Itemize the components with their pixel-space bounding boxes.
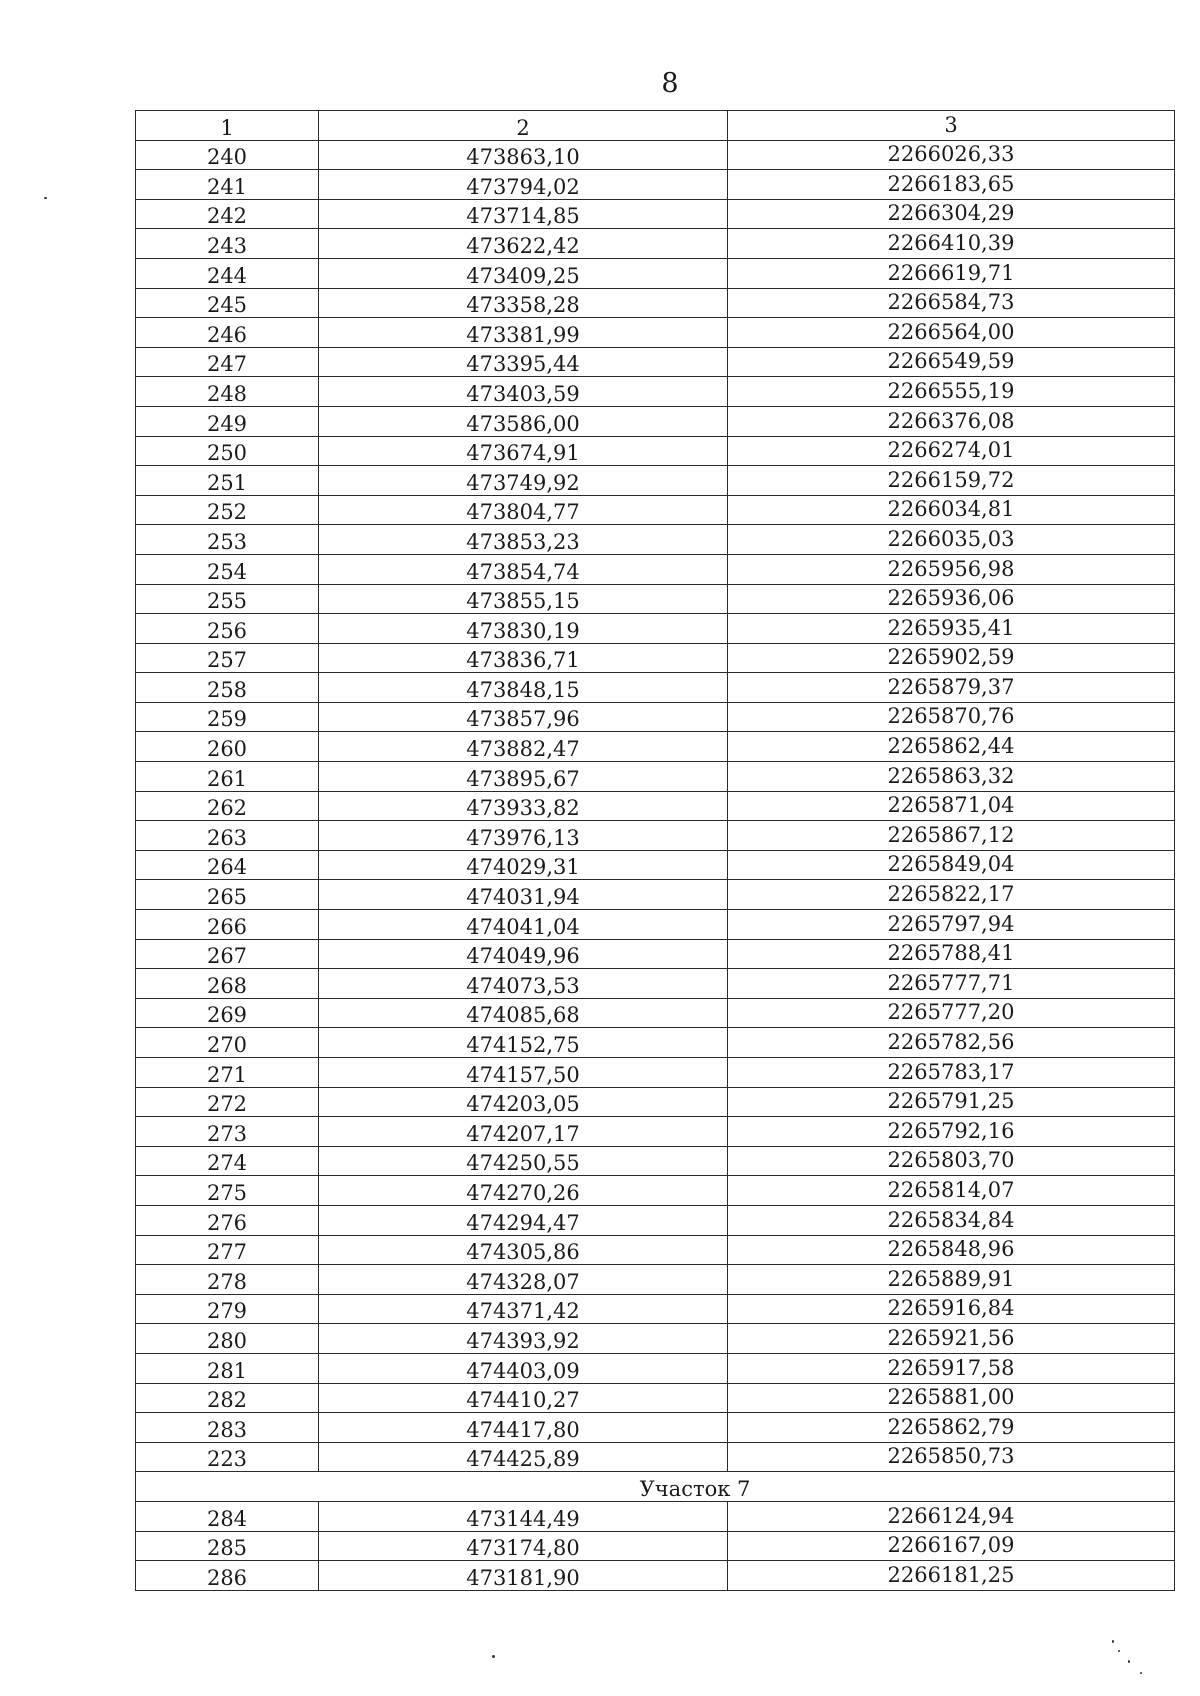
x-coordinate-cell: 473622,42 xyxy=(319,229,728,259)
x-coordinate-cell: 473144,49 xyxy=(319,1501,728,1531)
table-row xyxy=(136,229,1175,259)
y-coordinate-cell: 2265792,16 xyxy=(728,1117,1175,1147)
table-row xyxy=(136,732,1175,762)
table-row xyxy=(136,1531,1175,1561)
point-number-cell: 269 xyxy=(136,998,319,1028)
x-coordinate-cell: 474250,55 xyxy=(319,1146,728,1176)
x-coordinate-cell: 473358,28 xyxy=(319,288,728,318)
y-coordinate-cell: 2265791,25 xyxy=(728,1087,1175,1117)
point-number-cell: 254 xyxy=(136,554,319,584)
column-header-1: 1 xyxy=(136,111,319,141)
y-coordinate-cell: 2265871,04 xyxy=(728,791,1175,821)
table-row xyxy=(136,939,1175,969)
y-coordinate-cell: 2265849,04 xyxy=(728,850,1175,880)
scan-speck xyxy=(1140,1672,1142,1674)
y-coordinate-cell: 2265814,07 xyxy=(728,1176,1175,1206)
table-row xyxy=(136,1324,1175,1354)
y-coordinate-cell: 2265783,17 xyxy=(728,1058,1175,1088)
x-coordinate-cell: 473794,02 xyxy=(319,170,728,200)
table-row xyxy=(136,1501,1175,1531)
table-row xyxy=(136,1205,1175,1235)
point-number-cell: 263 xyxy=(136,821,319,851)
table-row xyxy=(136,1442,1175,1472)
y-coordinate-cell: 2265935,41 xyxy=(728,614,1175,644)
x-coordinate-cell: 473181,90 xyxy=(319,1561,728,1591)
y-coordinate-cell: 2266124,94 xyxy=(728,1501,1175,1531)
x-coordinate-cell: 473174,80 xyxy=(319,1531,728,1561)
table-row xyxy=(136,406,1175,436)
x-coordinate-cell: 474305,86 xyxy=(319,1235,728,1265)
x-coordinate-cell: 473804,77 xyxy=(319,495,728,525)
point-number-cell: 271 xyxy=(136,1058,319,1088)
column-header-2: 2 xyxy=(319,111,728,141)
point-number-cell: 241 xyxy=(136,170,319,200)
x-coordinate-cell: 473933,82 xyxy=(319,791,728,821)
y-coordinate-cell: 2266167,09 xyxy=(728,1531,1175,1561)
x-coordinate-cell: 474029,31 xyxy=(319,850,728,880)
table-row xyxy=(136,910,1175,940)
x-coordinate-cell: 474085,68 xyxy=(319,998,728,1028)
x-coordinate-cell: 473857,96 xyxy=(319,702,728,732)
point-number-cell: 286 xyxy=(136,1561,319,1591)
x-coordinate-cell: 473409,25 xyxy=(319,258,728,288)
point-number-cell: 250 xyxy=(136,436,319,466)
table-row xyxy=(136,258,1175,288)
y-coordinate-cell: 2266181,25 xyxy=(728,1561,1175,1591)
y-coordinate-cell: 2265834,84 xyxy=(728,1205,1175,1235)
point-number-cell: 255 xyxy=(136,584,319,614)
table-row xyxy=(136,1176,1175,1206)
table-row xyxy=(136,288,1175,318)
point-number-cell: 275 xyxy=(136,1176,319,1206)
table-row xyxy=(136,377,1175,407)
x-coordinate-cell: 473749,92 xyxy=(319,466,728,496)
x-coordinate-cell: 473381,99 xyxy=(319,318,728,348)
y-coordinate-cell: 2266584,73 xyxy=(728,288,1175,318)
y-coordinate-cell: 2265863,32 xyxy=(728,762,1175,792)
point-number-cell: 266 xyxy=(136,910,319,940)
point-number-cell: 270 xyxy=(136,1028,319,1058)
table-row xyxy=(136,199,1175,229)
point-number-cell: 268 xyxy=(136,969,319,999)
point-number-cell: 267 xyxy=(136,939,319,969)
x-coordinate-cell: 473586,00 xyxy=(319,406,728,436)
y-coordinate-cell: 2265867,12 xyxy=(728,821,1175,851)
scan-speck xyxy=(1112,1640,1114,1643)
point-number-cell: 272 xyxy=(136,1087,319,1117)
table-row xyxy=(136,1294,1175,1324)
y-coordinate-cell: 2266376,08 xyxy=(728,406,1175,436)
x-coordinate-cell: 473830,19 xyxy=(319,614,728,644)
y-coordinate-cell: 2265870,76 xyxy=(728,702,1175,732)
point-number-cell: 243 xyxy=(136,229,319,259)
table-row xyxy=(136,998,1175,1028)
table-row xyxy=(136,969,1175,999)
point-number-cell: 279 xyxy=(136,1294,319,1324)
x-coordinate-cell: 474393,92 xyxy=(319,1324,728,1354)
table-row xyxy=(136,702,1175,732)
x-coordinate-cell: 473854,74 xyxy=(319,554,728,584)
point-number-cell: 223 xyxy=(136,1442,319,1472)
table-row xyxy=(136,1058,1175,1088)
y-coordinate-cell: 2266549,59 xyxy=(728,347,1175,377)
y-coordinate-cell: 2265862,44 xyxy=(728,732,1175,762)
point-number-cell: 256 xyxy=(136,614,319,644)
y-coordinate-cell: 2266026,33 xyxy=(728,140,1175,170)
x-coordinate-cell: 473714,85 xyxy=(319,199,728,229)
table-row xyxy=(136,762,1175,792)
y-coordinate-cell: 2265916,84 xyxy=(728,1294,1175,1324)
x-coordinate-cell: 473848,15 xyxy=(319,673,728,703)
y-coordinate-cell: 2266183,65 xyxy=(728,170,1175,200)
x-coordinate-cell: 473674,91 xyxy=(319,436,728,466)
y-coordinate-cell: 2265782,56 xyxy=(728,1028,1175,1058)
y-coordinate-cell: 2266159,72 xyxy=(728,466,1175,496)
x-coordinate-cell: 474328,07 xyxy=(319,1265,728,1295)
scan-speck xyxy=(1128,1660,1130,1663)
x-coordinate-cell: 473976,13 xyxy=(319,821,728,851)
y-coordinate-cell: 2266035,03 xyxy=(728,525,1175,555)
point-number-cell: 260 xyxy=(136,732,319,762)
x-coordinate-cell: 473836,71 xyxy=(319,643,728,673)
table-row xyxy=(136,318,1175,348)
table-row xyxy=(136,673,1175,703)
scan-speck xyxy=(44,197,47,199)
point-number-cell: 257 xyxy=(136,643,319,673)
y-coordinate-cell: 2265936,06 xyxy=(728,584,1175,614)
y-coordinate-cell: 2266034,81 xyxy=(728,495,1175,525)
y-coordinate-cell: 2266410,39 xyxy=(728,229,1175,259)
point-number-cell: 248 xyxy=(136,377,319,407)
y-coordinate-cell: 2265797,94 xyxy=(728,910,1175,940)
x-coordinate-cell: 474031,94 xyxy=(319,880,728,910)
y-coordinate-cell: 2265879,37 xyxy=(728,673,1175,703)
table-row xyxy=(136,1146,1175,1176)
table-row xyxy=(136,614,1175,644)
point-number-cell: 283 xyxy=(136,1413,319,1443)
point-number-cell: 240 xyxy=(136,140,319,170)
point-number-cell: 249 xyxy=(136,406,319,436)
x-coordinate-cell: 474294,47 xyxy=(319,1205,728,1235)
point-number-cell: 261 xyxy=(136,762,319,792)
table-row xyxy=(136,466,1175,496)
table-row xyxy=(136,821,1175,851)
y-coordinate-cell: 2265902,59 xyxy=(728,643,1175,673)
y-coordinate-cell: 2265921,56 xyxy=(728,1324,1175,1354)
x-coordinate-cell: 473895,67 xyxy=(319,762,728,792)
point-number-cell: 258 xyxy=(136,673,319,703)
table-row xyxy=(136,584,1175,614)
point-number-cell: 273 xyxy=(136,1117,319,1147)
table-row xyxy=(136,1561,1175,1591)
y-coordinate-cell: 2265881,00 xyxy=(728,1383,1175,1413)
x-coordinate-cell: 474403,09 xyxy=(319,1353,728,1383)
point-number-cell: 274 xyxy=(136,1146,319,1176)
page-number: 8 xyxy=(661,68,679,99)
x-coordinate-cell: 473855,15 xyxy=(319,584,728,614)
point-number-cell: 265 xyxy=(136,880,319,910)
point-number-cell: 251 xyxy=(136,466,319,496)
x-coordinate-cell: 473853,23 xyxy=(319,525,728,555)
table-row xyxy=(136,1265,1175,1295)
y-coordinate-cell: 2265777,20 xyxy=(728,998,1175,1028)
table-row xyxy=(136,880,1175,910)
point-number-cell: 280 xyxy=(136,1324,319,1354)
point-number-cell: 246 xyxy=(136,318,319,348)
y-coordinate-cell: 2265850,73 xyxy=(728,1442,1175,1472)
y-coordinate-cell: 2265848,96 xyxy=(728,1235,1175,1265)
x-coordinate-cell: 474270,26 xyxy=(319,1176,728,1206)
point-number-cell: 284 xyxy=(136,1501,319,1531)
point-number-cell: 253 xyxy=(136,525,319,555)
table-row xyxy=(136,170,1175,200)
x-coordinate-cell: 473403,59 xyxy=(319,377,728,407)
y-coordinate-cell: 2265803,70 xyxy=(728,1146,1175,1176)
x-coordinate-cell: 474203,05 xyxy=(319,1087,728,1117)
point-number-cell: 242 xyxy=(136,199,319,229)
scan-speck xyxy=(492,1655,495,1658)
table-row xyxy=(136,1413,1175,1443)
table-row xyxy=(136,791,1175,821)
y-coordinate-cell: 2265917,58 xyxy=(728,1353,1175,1383)
x-coordinate-cell: 474410,27 xyxy=(319,1383,728,1413)
table-row xyxy=(136,1353,1175,1383)
x-coordinate-cell: 474073,53 xyxy=(319,969,728,999)
coordinates-table xyxy=(135,110,1175,1591)
x-coordinate-cell: 474371,42 xyxy=(319,1294,728,1324)
table-row xyxy=(136,495,1175,525)
y-coordinate-cell: 2266555,19 xyxy=(728,377,1175,407)
y-coordinate-cell: 2266274,01 xyxy=(728,436,1175,466)
y-coordinate-cell: 2266619,71 xyxy=(728,258,1175,288)
y-coordinate-cell: 2266564,00 xyxy=(728,318,1175,348)
y-coordinate-cell: 2265862,79 xyxy=(728,1413,1175,1443)
point-number-cell: 262 xyxy=(136,791,319,821)
x-coordinate-cell: 474049,96 xyxy=(319,939,728,969)
x-coordinate-cell: 474417,80 xyxy=(319,1413,728,1443)
column-header-3: 3 xyxy=(728,111,1175,141)
scan-speck xyxy=(1118,1650,1120,1652)
y-coordinate-cell: 2265777,71 xyxy=(728,969,1175,999)
y-coordinate-cell: 2265788,41 xyxy=(728,939,1175,969)
y-coordinate-cell: 2266304,29 xyxy=(728,199,1175,229)
point-number-cell: 252 xyxy=(136,495,319,525)
table-row xyxy=(136,1117,1175,1147)
table-row xyxy=(136,554,1175,584)
table-row xyxy=(136,347,1175,377)
y-coordinate-cell: 2265956,98 xyxy=(728,554,1175,584)
table-header-row xyxy=(136,111,1175,141)
table-row xyxy=(136,1087,1175,1117)
x-coordinate-cell: 474157,50 xyxy=(319,1058,728,1088)
point-number-cell: 282 xyxy=(136,1383,319,1413)
table-row xyxy=(136,436,1175,466)
point-number-cell: 244 xyxy=(136,258,319,288)
x-coordinate-cell: 473882,47 xyxy=(319,732,728,762)
point-number-cell: 277 xyxy=(136,1235,319,1265)
y-coordinate-cell: 2265822,17 xyxy=(728,880,1175,910)
x-coordinate-cell: 474152,75 xyxy=(319,1028,728,1058)
x-coordinate-cell: 474425,89 xyxy=(319,1442,728,1472)
x-coordinate-cell: 474041,04 xyxy=(319,910,728,940)
point-number-cell: 276 xyxy=(136,1205,319,1235)
x-coordinate-cell: 473863,10 xyxy=(319,140,728,170)
section-label: Участок 7 xyxy=(136,1472,1175,1502)
point-number-cell: 278 xyxy=(136,1265,319,1295)
point-number-cell: 285 xyxy=(136,1531,319,1561)
point-number-cell: 247 xyxy=(136,347,319,377)
x-coordinate-cell: 474207,17 xyxy=(319,1117,728,1147)
point-number-cell: 264 xyxy=(136,850,319,880)
table-row xyxy=(136,643,1175,673)
y-coordinate-cell: 2265889,91 xyxy=(728,1265,1175,1295)
table-row xyxy=(136,1028,1175,1058)
table-row xyxy=(136,140,1175,170)
section-row xyxy=(136,1472,1175,1502)
point-number-cell: 245 xyxy=(136,288,319,318)
point-number-cell: 281 xyxy=(136,1353,319,1383)
table-row xyxy=(136,1383,1175,1413)
point-number-cell: 259 xyxy=(136,702,319,732)
table-row xyxy=(136,850,1175,880)
table-row xyxy=(136,525,1175,555)
table-row xyxy=(136,1235,1175,1265)
x-coordinate-cell: 473395,44 xyxy=(319,347,728,377)
